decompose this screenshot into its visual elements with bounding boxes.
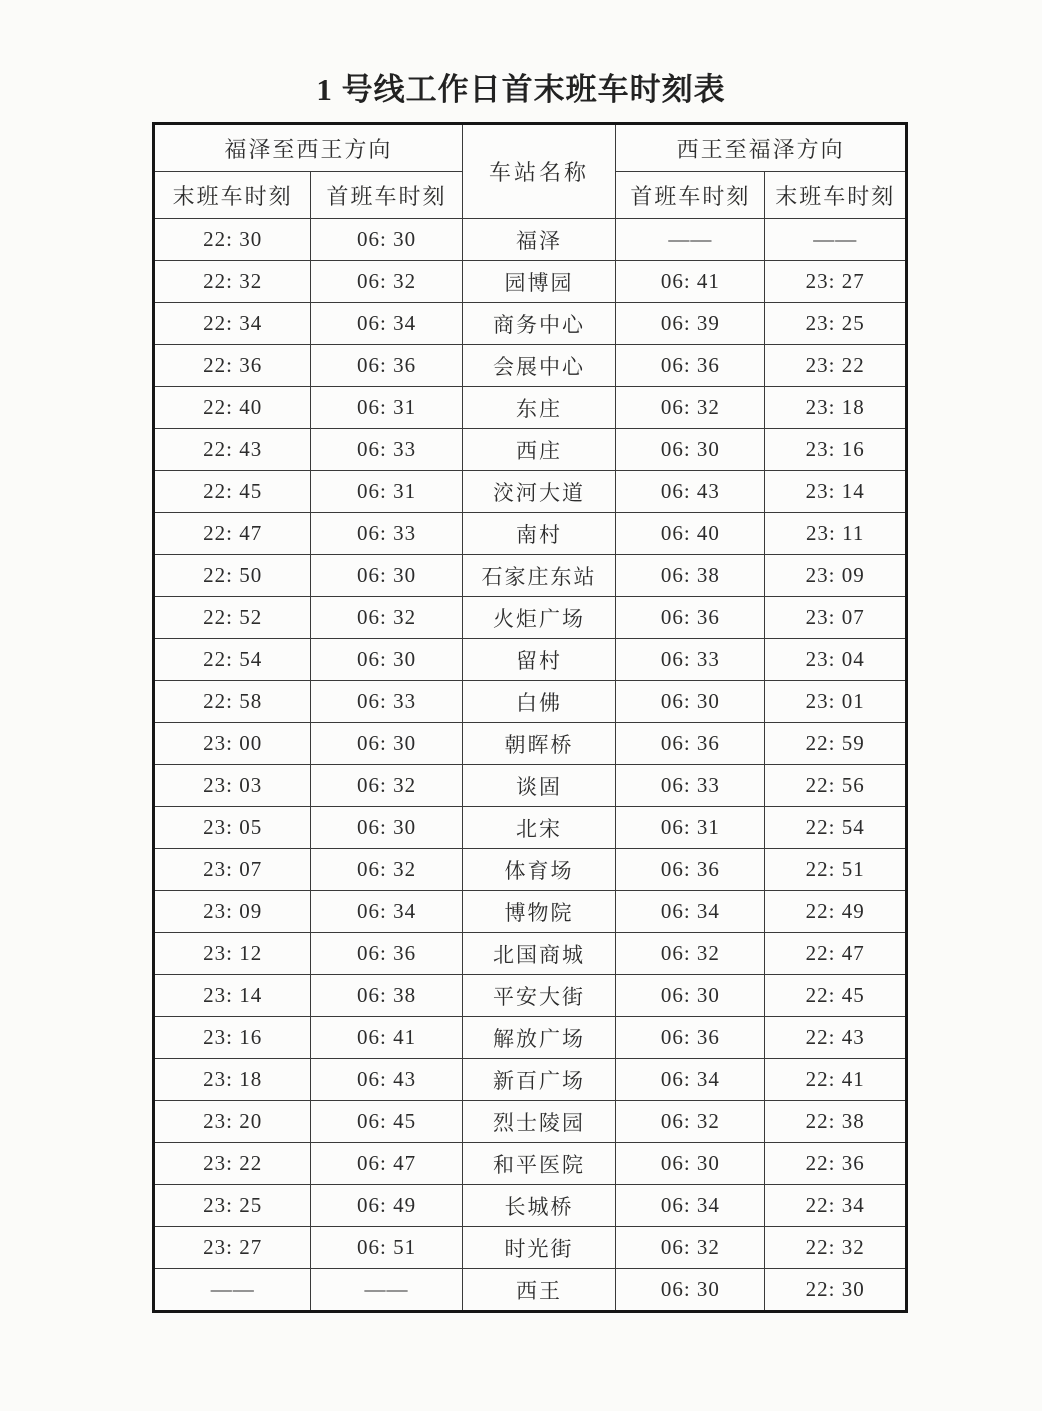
- cell-station-name: 洨河大道: [462, 471, 616, 513]
- cell-station-name: 平安大街: [462, 975, 616, 1017]
- cell-to-xiwang-last-train: 23: 14: [154, 975, 311, 1017]
- cell-to-xiwang-first-train: 06: 49: [311, 1185, 462, 1227]
- cell-to-fuze-first-train: 06: 40: [616, 513, 765, 555]
- cell-to-xiwang-first-train: 06: 36: [311, 933, 462, 975]
- table-row: [154, 1101, 907, 1143]
- cell-to-fuze-first-train: 06: 32: [616, 1101, 765, 1143]
- cell-station-name: 和平医院: [462, 1143, 616, 1185]
- header-direction-fuze-to-xiwang: 福泽至西王方向: [154, 124, 463, 172]
- cell-to-xiwang-first-train: 06: 31: [311, 387, 462, 429]
- cell-to-fuze-first-train: 06: 34: [616, 891, 765, 933]
- cell-to-xiwang-last-train: 22: 34: [154, 303, 311, 345]
- table-row: [154, 1227, 907, 1269]
- cell-to-fuze-first-train: 06: 41: [616, 261, 765, 303]
- table-row: [154, 807, 907, 849]
- table-row: [154, 471, 907, 513]
- cell-to-xiwang-first-train: 06: 31: [311, 471, 462, 513]
- cell-to-xiwang-first-train: 06: 32: [311, 765, 462, 807]
- cell-to-fuze-last-train: 22: 41: [765, 1059, 907, 1101]
- timetable: [152, 122, 908, 1313]
- table-row: [154, 765, 907, 807]
- cell-station-name: 白佛: [462, 681, 616, 723]
- table-row: [154, 1059, 907, 1101]
- cell-to-xiwang-last-train: 23: 12: [154, 933, 311, 975]
- cell-to-xiwang-last-train: 22: 52: [154, 597, 311, 639]
- cell-to-fuze-first-train: 06: 32: [616, 1227, 765, 1269]
- cell-to-xiwang-last-train: 23: 00: [154, 723, 311, 765]
- cell-to-xiwang-first-train: 06: 33: [311, 429, 462, 471]
- cell-to-xiwang-first-train: 06: 38: [311, 975, 462, 1017]
- cell-to-fuze-first-train: 06: 32: [616, 933, 765, 975]
- cell-to-fuze-last-train: 22: 56: [765, 765, 907, 807]
- cell-to-fuze-first-train: 06: 30: [616, 975, 765, 1017]
- cell-station-name: 朝晖桥: [462, 723, 616, 765]
- cell-to-fuze-first-train: 06: 33: [616, 765, 765, 807]
- table-row: [154, 387, 907, 429]
- cell-to-xiwang-first-train: 06: 30: [311, 723, 462, 765]
- cell-to-xiwang-first-train: 06: 32: [311, 261, 462, 303]
- cell-to-xiwang-first-train: 06: 32: [311, 597, 462, 639]
- cell-to-xiwang-last-train: 22: 45: [154, 471, 311, 513]
- cell-to-fuze-last-train: 23: 04: [765, 639, 907, 681]
- cell-station-name: 石家庄东站: [462, 555, 616, 597]
- cell-to-xiwang-last-train: 22: 50: [154, 555, 311, 597]
- cell-to-xiwang-last-train: 23: 27: [154, 1227, 311, 1269]
- header-direction-xiwang-to-fuze: 西王至福泽方向: [616, 124, 907, 172]
- header-left-first-train: 首班车时刻: [311, 172, 462, 219]
- cell-to-fuze-last-train: 22: 43: [765, 1017, 907, 1059]
- table-row: [154, 975, 907, 1017]
- cell-station-name: 会展中心: [462, 345, 616, 387]
- cell-to-xiwang-last-train: 23: 03: [154, 765, 311, 807]
- cell-to-fuze-last-train: 22: 51: [765, 849, 907, 891]
- cell-to-xiwang-first-train: 06: 36: [311, 345, 462, 387]
- cell-to-xiwang-last-train: 23: 05: [154, 807, 311, 849]
- table-row: [154, 429, 907, 471]
- cell-station-name: 东庄: [462, 387, 616, 429]
- cell-to-xiwang-last-train: 23: 07: [154, 849, 311, 891]
- cell-station-name: 北国商城: [462, 933, 616, 975]
- cell-to-xiwang-first-train: 06: 33: [311, 681, 462, 723]
- cell-to-fuze-last-train: 22: 38: [765, 1101, 907, 1143]
- cell-to-fuze-last-train: 22: 49: [765, 891, 907, 933]
- cell-to-fuze-last-train: 22: 45: [765, 975, 907, 1017]
- cell-to-xiwang-first-train: 06: 30: [311, 219, 462, 261]
- cell-station-name: 时光街: [462, 1227, 616, 1269]
- cell-to-xiwang-first-train: 06: 33: [311, 513, 462, 555]
- cell-to-xiwang-last-train: 23: 22: [154, 1143, 311, 1185]
- table-row: [154, 891, 907, 933]
- cell-station-name: 新百广场: [462, 1059, 616, 1101]
- cell-to-fuze-last-train: 23: 01: [765, 681, 907, 723]
- cell-to-fuze-last-train: 23: 22: [765, 345, 907, 387]
- table-row: [154, 723, 907, 765]
- cell-station-name: 商务中心: [462, 303, 616, 345]
- cell-to-xiwang-last-train: 23: 18: [154, 1059, 311, 1101]
- page-title: 1 号线工作日首末班车时刻表: [316, 72, 726, 107]
- cell-to-xiwang-last-train: 23: 09: [154, 891, 311, 933]
- header-left-last-train: 末班车时刻: [154, 172, 311, 219]
- table-row: [154, 1017, 907, 1059]
- table-row: [154, 639, 907, 681]
- cell-to-fuze-last-train: 22: 30: [765, 1269, 907, 1312]
- cell-station-name: 留村: [462, 639, 616, 681]
- cell-to-fuze-first-train: 06: 36: [616, 345, 765, 387]
- cell-to-fuze-first-train: ——: [616, 219, 765, 261]
- cell-station-name: 福泽: [462, 219, 616, 261]
- table-row: [154, 345, 907, 387]
- cell-to-xiwang-last-train: 22: 58: [154, 681, 311, 723]
- cell-to-xiwang-first-train: ——: [311, 1269, 462, 1312]
- cell-to-fuze-last-train: 23: 16: [765, 429, 907, 471]
- cell-to-fuze-last-train: 23: 25: [765, 303, 907, 345]
- table-row: [154, 555, 907, 597]
- cell-station-name: 体育场: [462, 849, 616, 891]
- table-row: [154, 219, 907, 261]
- cell-to-xiwang-last-train: 23: 25: [154, 1185, 311, 1227]
- cell-to-xiwang-first-train: 06: 34: [311, 891, 462, 933]
- cell-station-name: 园博园: [462, 261, 616, 303]
- table-row: [154, 261, 907, 303]
- cell-to-fuze-first-train: 06: 30: [616, 681, 765, 723]
- cell-to-xiwang-last-train: 22: 36: [154, 345, 311, 387]
- cell-to-fuze-first-train: 06: 30: [616, 1143, 765, 1185]
- cell-to-fuze-last-train: 23: 09: [765, 555, 907, 597]
- cell-station-name: 长城桥: [462, 1185, 616, 1227]
- cell-station-name: 南村: [462, 513, 616, 555]
- cell-to-fuze-last-train: 22: 34: [765, 1185, 907, 1227]
- table-row: [154, 849, 907, 891]
- cell-to-fuze-last-train: 23: 11: [765, 513, 907, 555]
- cell-to-fuze-last-train: 22: 59: [765, 723, 907, 765]
- cell-to-xiwang-first-train: 06: 34: [311, 303, 462, 345]
- cell-to-xiwang-first-train: 06: 41: [311, 1017, 462, 1059]
- cell-to-xiwang-last-train: 22: 30: [154, 219, 311, 261]
- cell-to-xiwang-last-train: ——: [154, 1269, 311, 1312]
- header-right-last-train: 末班车时刻: [765, 172, 907, 219]
- cell-station-name: 博物院: [462, 891, 616, 933]
- cell-to-fuze-first-train: 06: 34: [616, 1185, 765, 1227]
- cell-to-fuze-first-train: 06: 43: [616, 471, 765, 513]
- cell-to-fuze-first-train: 06: 30: [616, 429, 765, 471]
- cell-station-name: 西王: [462, 1269, 616, 1312]
- cell-to-xiwang-last-train: 22: 47: [154, 513, 311, 555]
- cell-to-fuze-first-train: 06: 36: [616, 849, 765, 891]
- cell-to-fuze-first-train: 06: 31: [616, 807, 765, 849]
- cell-to-xiwang-last-train: 23: 20: [154, 1101, 311, 1143]
- cell-to-xiwang-last-train: 22: 40: [154, 387, 311, 429]
- cell-to-xiwang-first-train: 06: 30: [311, 555, 462, 597]
- cell-to-xiwang-last-train: 22: 43: [154, 429, 311, 471]
- cell-to-xiwang-last-train: 23: 16: [154, 1017, 311, 1059]
- table-row: [154, 933, 907, 975]
- cell-to-xiwang-first-train: 06: 30: [311, 807, 462, 849]
- cell-to-fuze-last-train: 23: 14: [765, 471, 907, 513]
- cell-to-fuze-last-train: 23: 27: [765, 261, 907, 303]
- cell-station-name: 北宋: [462, 807, 616, 849]
- cell-station-name: 烈士陵园: [462, 1101, 616, 1143]
- header-direction-row: [154, 124, 907, 172]
- table-row: [154, 597, 907, 639]
- cell-to-fuze-last-train: 22: 47: [765, 933, 907, 975]
- table-row: [154, 681, 907, 723]
- cell-to-fuze-first-train: 06: 34: [616, 1059, 765, 1101]
- cell-to-fuze-last-train: 23: 07: [765, 597, 907, 639]
- cell-to-fuze-last-train: ——: [765, 219, 907, 261]
- cell-station-name: 谈固: [462, 765, 616, 807]
- cell-to-fuze-first-train: 06: 36: [616, 1017, 765, 1059]
- cell-station-name: 西庄: [462, 429, 616, 471]
- cell-station-name: 火炬广场: [462, 597, 616, 639]
- cell-to-xiwang-first-train: 06: 32: [311, 849, 462, 891]
- cell-to-xiwang-first-train: 06: 51: [311, 1227, 462, 1269]
- cell-to-fuze-last-train: 23: 18: [765, 387, 907, 429]
- cell-to-fuze-first-train: 06: 30: [616, 1269, 765, 1312]
- timetable-header: [154, 124, 907, 219]
- cell-to-xiwang-first-train: 06: 47: [311, 1143, 462, 1185]
- cell-to-fuze-first-train: 06: 36: [616, 597, 765, 639]
- cell-to-fuze-last-train: 22: 32: [765, 1227, 907, 1269]
- cell-to-fuze-first-train: 06: 32: [616, 387, 765, 429]
- cell-to-fuze-first-train: 06: 38: [616, 555, 765, 597]
- header-station-name: 车站名称: [462, 124, 616, 219]
- table-row: [154, 513, 907, 555]
- timetable-body: [154, 219, 907, 1312]
- cell-to-xiwang-first-train: 06: 45: [311, 1101, 462, 1143]
- cell-to-xiwang-last-train: 22: 32: [154, 261, 311, 303]
- cell-to-fuze-first-train: 06: 33: [616, 639, 765, 681]
- table-row: [154, 1185, 907, 1227]
- cell-station-name: 解放广场: [462, 1017, 616, 1059]
- cell-to-fuze-last-train: 22: 36: [765, 1143, 907, 1185]
- cell-to-fuze-first-train: 06: 36: [616, 723, 765, 765]
- header-right-first-train: 首班车时刻: [616, 172, 765, 219]
- cell-to-xiwang-first-train: 06: 30: [311, 639, 462, 681]
- cell-to-fuze-last-train: 22: 54: [765, 807, 907, 849]
- cell-to-xiwang-first-train: 06: 43: [311, 1059, 462, 1101]
- table-row: [154, 1269, 907, 1312]
- cell-to-fuze-first-train: 06: 39: [616, 303, 765, 345]
- table-row: [154, 303, 907, 345]
- table-row: [154, 1143, 907, 1185]
- cell-to-xiwang-last-train: 22: 54: [154, 639, 311, 681]
